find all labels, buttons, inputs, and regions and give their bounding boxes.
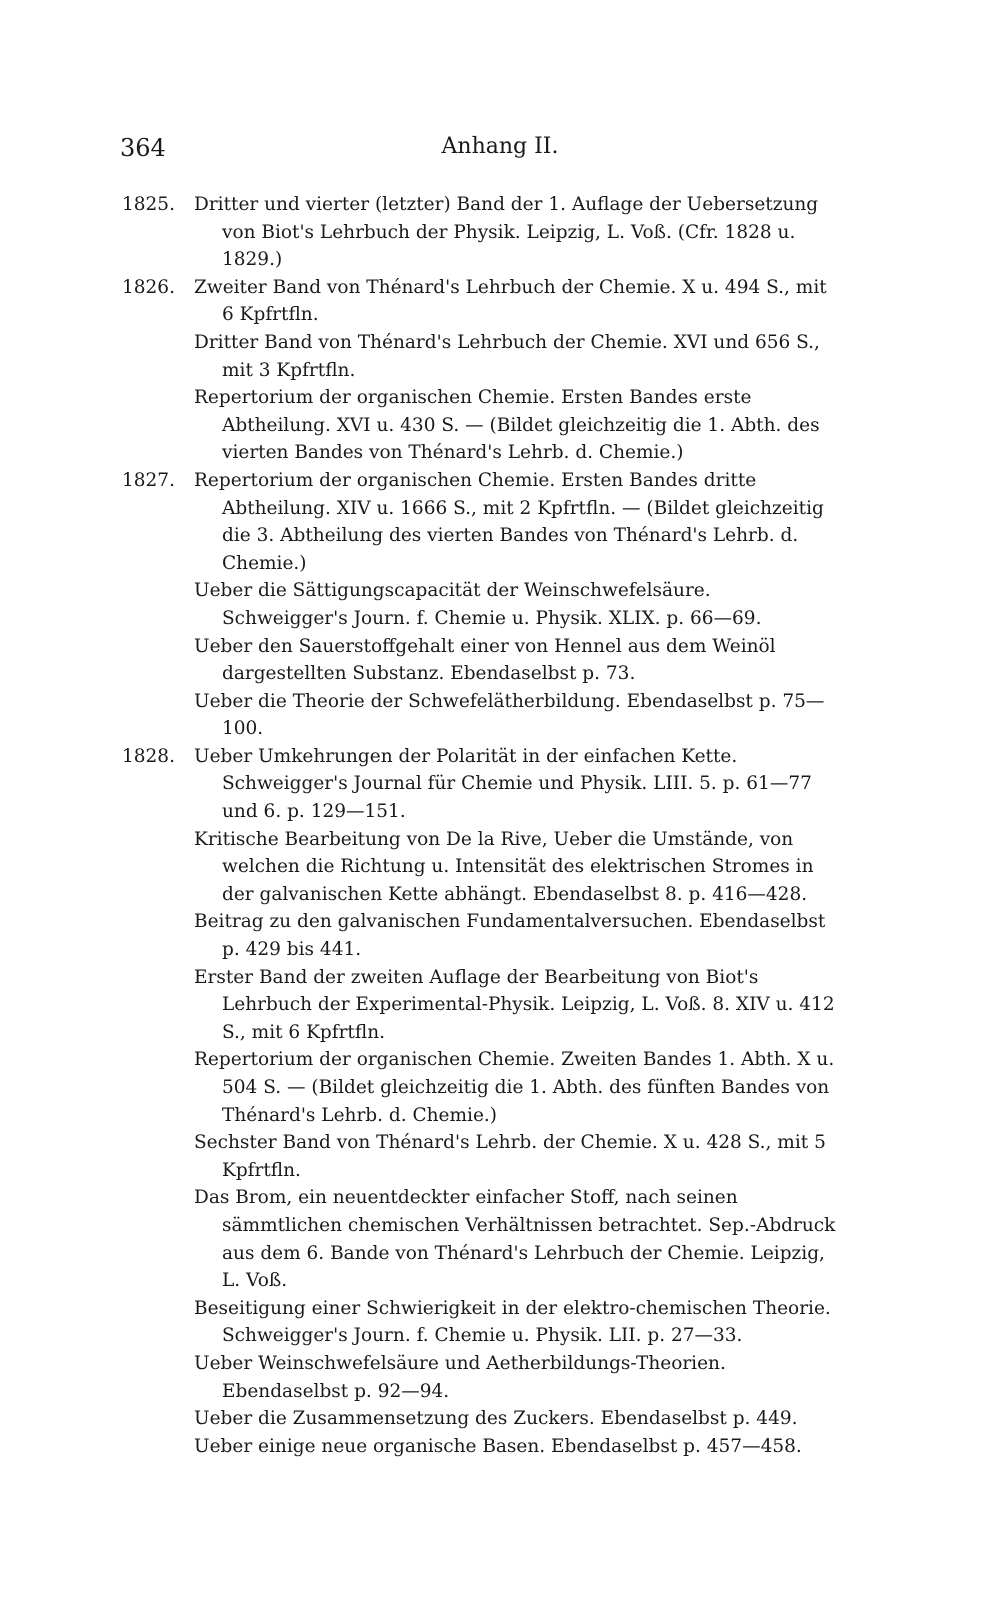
- year-label: 1826.: [122, 276, 175, 298]
- year-group-1827: [122, 467, 842, 743]
- year-label: 1827.: [122, 469, 175, 491]
- bibliography-entry: Ueber die Sättigungscapacität der Weinschwefelsäure. Schweigger's Journ. f. Chemie u. Physik. XLIX. p. 66—69.: [194, 580, 762, 629]
- year-group-1828: [122, 743, 842, 1460]
- bibliography-entry: Erster Band der zweiten Auflage der Bearbeitung von Biot's Lehrbuch der Experimental-Physik. Leipzig, L. Voß. 8. XIV u. 412 S., mit 6 Kpfrtfln.: [194, 966, 835, 1043]
- bibliography-entry: Repertorium der organischen Chemie. Ersten Bandes dritte Abtheilung. XIV u. 1666 S., mit 2 Kpfrtfln. — (Bildet gleichzeitig die 3. Abtheilung des vierten Bandes von Thénard's Lehrb. d. Chemie.): [194, 469, 824, 574]
- bibliography-entry: Ueber die Theorie der Schwefelätherbildung. Ebendaselbst p. 75—100.: [194, 690, 825, 740]
- page-header: [120, 134, 880, 170]
- bibliography-entry: Beitrag zu den galvanischen Fundamentalversuchen. Ebendaselbst p. 429 bis 441.: [194, 911, 826, 961]
- page-number: 364: [120, 134, 166, 162]
- bibliography-entry: Repertorium der organischen Chemie. Ersten Bandes erste Abtheilung. XVI u. 430 S. — (Bildet gleichzeitig die 1. Abth. des vierten Bandes von Thénard's Lehrb. d. Chemie.): [194, 387, 820, 464]
- bibliography-entry: Ueber den Sauerstoffgehalt einer von Hennel aus dem Weinöl dargestellten Substanz. Ebendaselbst p. 73.: [194, 635, 776, 685]
- bibliography-entry: Ueber Umkehrungen der Polarität in der einfachen Kette. Schweigger's Journal für Chemie und Physik. LIII. 5. p. 61—77 und 6. p. 129—151.: [194, 745, 812, 823]
- year-label: 1828.: [122, 745, 175, 767]
- bibliography-entry: Beseitigung einer Schwierigkeit in der elektro-chemischen Theorie. Schweigger's Journ. f. Chemie u. Physik. LII. p. 27—33.: [194, 1297, 831, 1347]
- bibliography-entry: Ueber Weinschwefelsäure und Aetherbildungs-Theorien. Ebendaselbst p. 92—94.: [194, 1352, 726, 1402]
- bibliography-entry: Das Brom, ein neuentdeckter einfacher Stoff, nach seinen sämmtlichen chemischen Verhältnissen betrachtet. Sep.-Abdruck aus dem 6. Bande von Thénard's Lehrbuch der Chemie. Leipzig, L. Voß.: [194, 1187, 836, 1292]
- bibliography-entry: Sechster Band von Thénard's Lehrb. der Chemie. X u. 428 S., mit 5 Kpfrtfln.: [194, 1132, 826, 1181]
- year-group-1825: [122, 191, 842, 274]
- year-group-1826: [122, 274, 842, 467]
- bibliography-entry: Kritische Bearbeitung von De la Rive, Ueber die Umstände, von welchen die Richtung u. Intensität des elektrischen Stromes in der galvanischen Kette abhängt. Ebendaselbst 8. p. 416—428.: [194, 828, 814, 905]
- running-title: Anhang II.: [441, 134, 559, 159]
- bibliography-list: [122, 191, 842, 1460]
- bibliography-entry: Dritter Band von Thénard's Lehrbuch der Chemie. XVI und 656 S., mit 3 Kpfrtfln.: [194, 331, 820, 381]
- year-label: 1825.: [122, 194, 175, 215]
- bibliography-entry: Zweiter Band von Thénard's Lehrbuch der Chemie. X u. 494 S., mit 6 Kpfrtfln.: [194, 276, 827, 326]
- bibliography-entry: Ueber die Zusammensetzung des Zuckers. Ebendaselbst p. 449.: [194, 1408, 798, 1430]
- bibliography-entry: Dritter und vierter (letzter) Band der 1. Auflage der Uebersetzung von Biot's Lehrbuch der Physik. Leipzig, L. Voß. (Cfr. 1828 u. 1829.): [194, 194, 819, 271]
- bibliography-entry: Ueber einige neue organische Basen. Ebendaselbst p. 457—458.: [194, 1435, 802, 1457]
- bibliography-entry: Repertorium der organischen Chemie. Zweiten Bandes 1. Abth. X u. 504 S. — (Bildet gleichzeitig die 1. Abth. des fünften Bandes von Thénard's Lehrb. d. Chemie.): [194, 1049, 835, 1126]
